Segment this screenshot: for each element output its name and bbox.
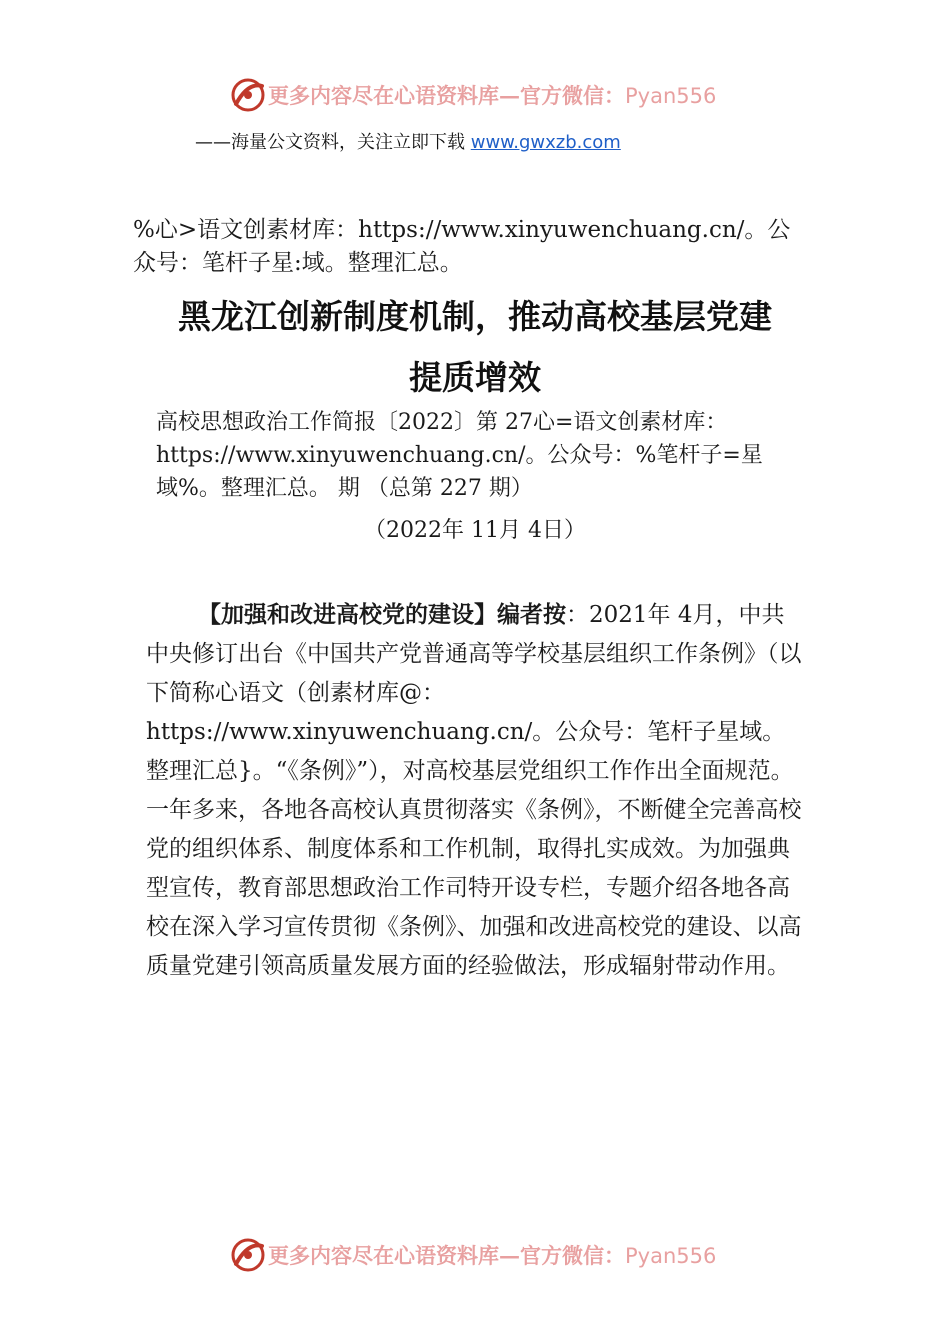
editor-note-body: ：2021年 4月，中共中央修订出台《中国共产党普通高等学校基层组织工作条例》（以下简称心语文（创素材库@：https://www.xinyuwenchuang.cn/。公众号：笔杆子星域。整理汇总}。“《条例》”），对高校基层党组织工作作出全面规范。一年多来，各地各高校认真贯彻落实《条例》，不断健全完善高校党的组织体系、制度体系和工作机制，取得扎实成效。为加强典型宣传，教育部思想政治工作司特开设专栏，专题介绍各地各高校在深入学习宣传贯彻《条例》、加强和改进高校党的建设、以高质量党建引领高质量发展方面的经验做法，形成辐射带动作用。 bbox=[146, 602, 802, 979]
page-title-line2: 提质增效 bbox=[409, 358, 541, 397]
bottom-banner bbox=[0, 1232, 950, 1276]
editor-note bbox=[146, 596, 806, 986]
banner-text: 更多内容尽在心语资料库—官方微信：Pyan556 bbox=[268, 1243, 717, 1268]
banner-text: 更多内容尽在心语资料库—官方微信：Pyan556 bbox=[268, 83, 717, 108]
logo-icon bbox=[228, 1234, 268, 1274]
page-title-line1: 黑龙江创新制度机制，推动高校基层党建 bbox=[178, 297, 772, 336]
download-link[interactable]: www.gwxzb.com bbox=[470, 132, 621, 153]
bulletin-date: （2022年 11月 4日） bbox=[364, 518, 586, 543]
logo-icon bbox=[228, 74, 268, 114]
intro-text: %心>语文创素材库：https://www.xinyuwenchuang.cn/。公众号：笔杆子星:域。整理汇总。 bbox=[133, 217, 791, 276]
subheader: ——海量公文资料，关注立即下载 www.gwxzb.com bbox=[195, 132, 621, 153]
bulletin-meta: 高校思想政治工作简报〔2022〕第 27心=语文创素材库：https://www.xinyuwenchuang.cn/。公众号：%笔杆子=星域%。整理汇总。 期 （总第 227 期） bbox=[156, 410, 763, 501]
top-banner bbox=[0, 72, 950, 116]
editor-note-lead: 【加强和改进高校党的建设】编者按 bbox=[198, 602, 566, 628]
